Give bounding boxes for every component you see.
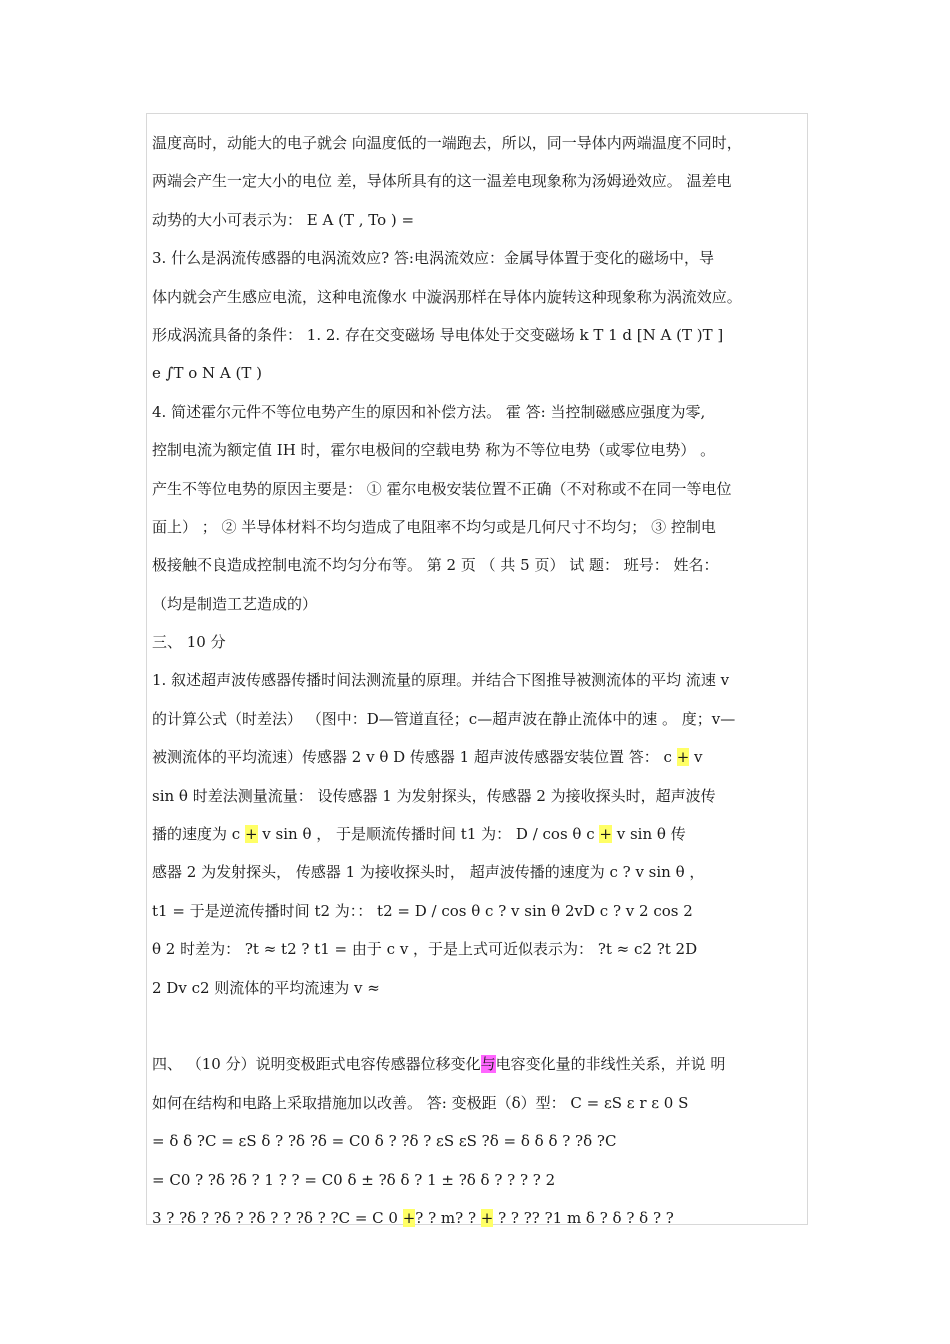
text-line: 形成涡流具备的条件： 1. 2. 存在交变磁场 导电体处于交变磁场 k T 1 d [N A (T )T ] xyxy=(152,325,724,344)
text-line: = C0 ? ?δ ?δ ? 1 ? ? = C0 δ ± ?δ δ ? 1 ± ?δ δ ? ? ? ? 2 xyxy=(152,1170,556,1189)
text-line: 极接触不良造成控制电流不均匀分布等。 第 2 页 （ 共 5 页） 试 题： 班号： 姓名： xyxy=(152,556,719,575)
highlight-mark: + xyxy=(402,1208,416,1227)
text-run: 电容变化量的非线性关系，并说 明 xyxy=(495,1055,726,1074)
document-body xyxy=(152,124,820,1237)
text-line: 控制电流为额定值 IH 时，霍尔电极间的空载电势 称为不等位电势（或零位电势） 。 xyxy=(152,441,716,460)
text-line: 动势的大小可表示为： E A (T , To ) = xyxy=(152,210,415,229)
text-run: 被测流体的平均流速）传感器 2 v θ D 传感器 1 超声波传感器安装位置 答： c xyxy=(152,748,677,767)
text-line: 3. 什么是涡流传感器的电涡流效应? 答:电涡流效应：金属导体置于变化的磁场中，导 xyxy=(152,249,714,268)
text-line xyxy=(152,1045,820,1083)
text-line: 感器 2 为发射探头， 传感器 1 为接收探头时， 超声波传播的速度为 c ? v sin θ ， xyxy=(152,863,705,882)
text-run: 3 ? ?δ ? ?δ ? ?δ ? ? ?δ ? ?C = C 0 xyxy=(152,1208,403,1227)
text-line: t1 = 于是逆流传播时间 t2 为：： t2 = D / cos θ c ? v sin θ 2vD c ? v 2 cos 2 xyxy=(152,901,693,920)
text-line: 温度高时，动能大的电子就会 向温度低的一端跑去，所以，同一导体内两端温度不同时， xyxy=(152,134,742,152)
section-heading: 三、 10 分 xyxy=(152,633,226,652)
text-run: v sin θ 传 xyxy=(611,825,686,844)
blank-line xyxy=(152,1007,820,1045)
highlight-mark: + xyxy=(599,825,612,844)
text-line: 4. 简述霍尔元件不等位电势产生的原因和补偿方法。 霍 答: 当控制磁感应强度为零, xyxy=(152,402,706,421)
highlight-mark: + xyxy=(480,1208,494,1227)
text-run: 播的速度为 c xyxy=(152,825,245,844)
text-run: ? ? m? ? xyxy=(415,1208,481,1227)
highlight-mark: + xyxy=(676,748,690,767)
text-run: v xyxy=(689,748,703,767)
text-line xyxy=(152,815,820,853)
text-line: e ∫T o N A (T ) xyxy=(152,364,263,383)
text-line: 产生不等位电势的原因主要是： ① 霍尔电极安装位置不正确（不对称或不在同一等电位 xyxy=(152,479,732,498)
highlight-mark: 与 xyxy=(480,1055,496,1074)
text-line: 1. 叙述超声波传感器传播时间法测流量的原理。并结合下图推导被测流体的平均 流速 v xyxy=(152,671,730,690)
text-line: 面上） ； ② 半导体材料不均匀造成了电阻率不均匀或是几何尺寸不均匀； ③ 控制电 xyxy=(152,517,716,536)
text-line: （均是制造工艺造成的） xyxy=(152,594,318,613)
text-line: 如何在结构和电路上采取措施加以改善。 答: 变极距（δ）型： C = εS ε r ε 0 S xyxy=(152,1093,689,1112)
text-run: 四、 （10 分）说明变极距式电容传感器位移变化 xyxy=(152,1055,481,1074)
text-line xyxy=(152,738,820,776)
text-line: sin θ 时差法测量流量： 设传感器 1 为发射探头，传感器 2 为接收探头时，超声波传 xyxy=(152,786,716,805)
text-line: = δ δ ?C = εS δ ? ?δ ?δ = C0 δ ? ?δ ? εS εS ?δ = δ δ δ ? ?δ ?C xyxy=(152,1132,617,1151)
text-line: 两端会产生一定大小的电位 差，导体所具有的这一温差电现象称为汤姆逊效应。 温差电 xyxy=(152,172,732,191)
text-run: ? ? ?? ?1 m δ ? δ ? δ ? ? xyxy=(493,1208,674,1227)
text-run: v sin θ ， 于是顺流传播时间 t1 为： D / cos θ c xyxy=(257,825,600,844)
text-line xyxy=(152,1199,820,1237)
text-line: 体内就会产生感应电流，这种电流像水 中漩涡那样在导体内旋转这种现象称为涡流效应。 xyxy=(152,287,742,306)
text-line: 的计算公式（时差法） （图中：D—管道直径；c—超声波在静止流体中的速 。 度；v— xyxy=(152,709,736,728)
text-line: θ 2 时差为： ?t ≈ t2 ? t1 = 由于 c v ，于是上式可近似表示为： ?t ≈ c2 ?t 2D xyxy=(152,940,698,959)
highlight-mark: + xyxy=(244,825,258,844)
text-line: 2 Dv c2 则流体的平均流速为 v ≈ xyxy=(152,978,380,997)
